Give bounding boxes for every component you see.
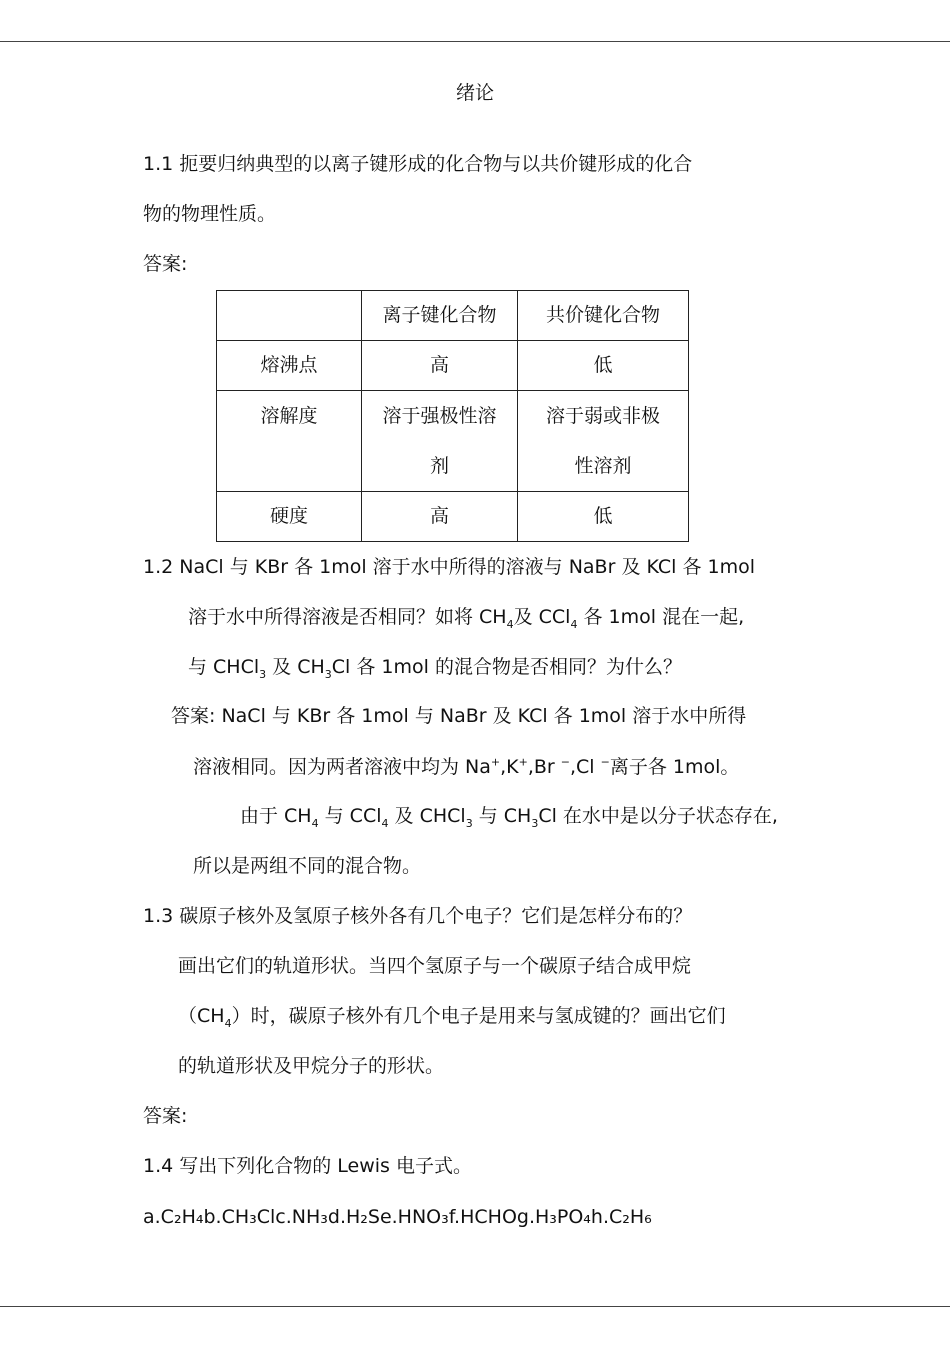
q1-2-answer-line4: 所以是两组不同的混合物。 bbox=[193, 855, 422, 877]
table-header-cell: 离子键化合物 bbox=[362, 291, 518, 341]
table-cell-line: 溶于弱或非极 bbox=[545, 405, 660, 427]
superscript: − bbox=[560, 755, 570, 769]
text-run: 及 CCl bbox=[513, 606, 571, 628]
properties-table bbox=[216, 290, 689, 542]
subscript: 3 bbox=[324, 667, 332, 681]
text-run: 及 CHCl bbox=[388, 805, 466, 827]
subscript: 4 bbox=[381, 816, 389, 830]
table-cell: 高 bbox=[362, 341, 518, 391]
subscript: 4 bbox=[224, 1016, 232, 1030]
bottom-rule bbox=[0, 1306, 950, 1307]
q1-1-line1: 1.1 扼要归纳典型的以离子键形成的化合物与以共价键形成的化合 bbox=[143, 153, 693, 175]
q1-2-answer-line3 bbox=[240, 804, 778, 828]
q1-4-formulas: a.C₂H₄b.CH₃Clc.NH₃d.H₂Se.HNO₃f.HCHOg.H₃PO₄h.C₂H₆ bbox=[143, 1206, 652, 1228]
text-run: ,K bbox=[500, 756, 519, 778]
text-run: 离子各 1mol。 bbox=[609, 756, 740, 778]
table-header-cell: 共价键化合物 bbox=[518, 291, 689, 341]
top-rule bbox=[0, 41, 950, 42]
table-cell: 低 bbox=[518, 341, 689, 391]
q1-3-line3 bbox=[178, 1004, 726, 1028]
superscript: + bbox=[490, 755, 501, 769]
table-row-label-text: 溶解度 bbox=[260, 405, 318, 427]
table-cell-line: 剂 bbox=[429, 455, 449, 477]
text-run: Cl 各 1mol 的混合物是否相同？为什么？ bbox=[331, 656, 682, 678]
q1-3-line1: 1.3 碳原子核外及氢原子核外各有几个电子？它们是怎样分布的？ bbox=[143, 905, 693, 927]
text-run: ,Br bbox=[527, 756, 561, 778]
q1-2-answer-line1: 答案: NaCl 与 KBr 各 1mol 与 NaBr 及 KCl 各 1mol 溶于水中所得 bbox=[171, 705, 747, 727]
q1-3-line4: 的轨道形状及甲烷分子的形状。 bbox=[178, 1055, 445, 1077]
text-run: 溶液相同。因为两者溶液中均为 Na bbox=[193, 756, 491, 778]
table-row-label: 硬度 bbox=[217, 492, 362, 542]
q1-2-line1: 1.2 NaCl 与 KBr 各 1mol 溶于水中所得的溶液与 NaBr 及 KCl 各 1mol bbox=[143, 556, 756, 578]
table-cell bbox=[518, 391, 689, 492]
text-run: 与 CCl bbox=[318, 805, 382, 827]
table-row bbox=[217, 341, 689, 391]
text-run: 与 CH bbox=[472, 805, 532, 827]
q1-2-line2 bbox=[188, 605, 744, 629]
subscript: 4 bbox=[506, 617, 514, 631]
subscript: 3 bbox=[465, 816, 473, 830]
table-row bbox=[217, 391, 689, 492]
subscript: 3 bbox=[531, 816, 539, 830]
text-run: 与 CHCl bbox=[188, 656, 260, 678]
text-run: 溶于水中所得溶液是否相同？如将 CH bbox=[188, 606, 507, 628]
table-row-label bbox=[217, 391, 362, 492]
table-cell-line: 溶于强极性溶 bbox=[382, 405, 497, 427]
subscript: 3 bbox=[259, 667, 267, 681]
table-cell bbox=[362, 391, 518, 492]
q1-3-answer-label: 答案: bbox=[143, 1105, 188, 1127]
q1-3-line2: 画出它们的轨道形状。当四个氢原子与一个碳原子结合成甲烷 bbox=[178, 955, 692, 977]
q1-4-line1: 1.4 写出下列化合物的 Lewis 电子式。 bbox=[143, 1155, 472, 1177]
subscript: 4 bbox=[311, 816, 319, 830]
table-row-label: 熔沸点 bbox=[217, 341, 362, 391]
q1-2-line3 bbox=[188, 655, 682, 679]
table-cell: 低 bbox=[518, 492, 689, 542]
table-cell: 高 bbox=[362, 492, 518, 542]
q1-1-line2: 物的物理性质。 bbox=[143, 203, 277, 225]
text-run: ,Cl bbox=[570, 756, 601, 778]
text-run: Cl 在水中是以分子状态存在, bbox=[538, 805, 778, 827]
subscript: 4 bbox=[570, 617, 578, 631]
text-run: 各 1mol 混在一起, bbox=[577, 606, 745, 628]
table-header-cell bbox=[217, 291, 362, 341]
table-header-row bbox=[217, 291, 689, 341]
q1-2-answer-line2 bbox=[193, 755, 739, 779]
text-run: ）时，碳原子核外有几个电子是用来与氢成键的？画出它们 bbox=[231, 1005, 726, 1027]
page-title: 绪论 bbox=[455, 82, 494, 104]
text-run: 由于 CH bbox=[240, 805, 312, 827]
superscript: − bbox=[600, 755, 610, 769]
text-run: 及 CH bbox=[266, 656, 325, 678]
text-run: （CH bbox=[178, 1005, 225, 1027]
table-row bbox=[217, 492, 689, 542]
table-cell-line: 性溶剂 bbox=[574, 455, 632, 477]
q1-1-answer-label: 答案: bbox=[143, 253, 188, 275]
superscript: + bbox=[518, 755, 528, 769]
